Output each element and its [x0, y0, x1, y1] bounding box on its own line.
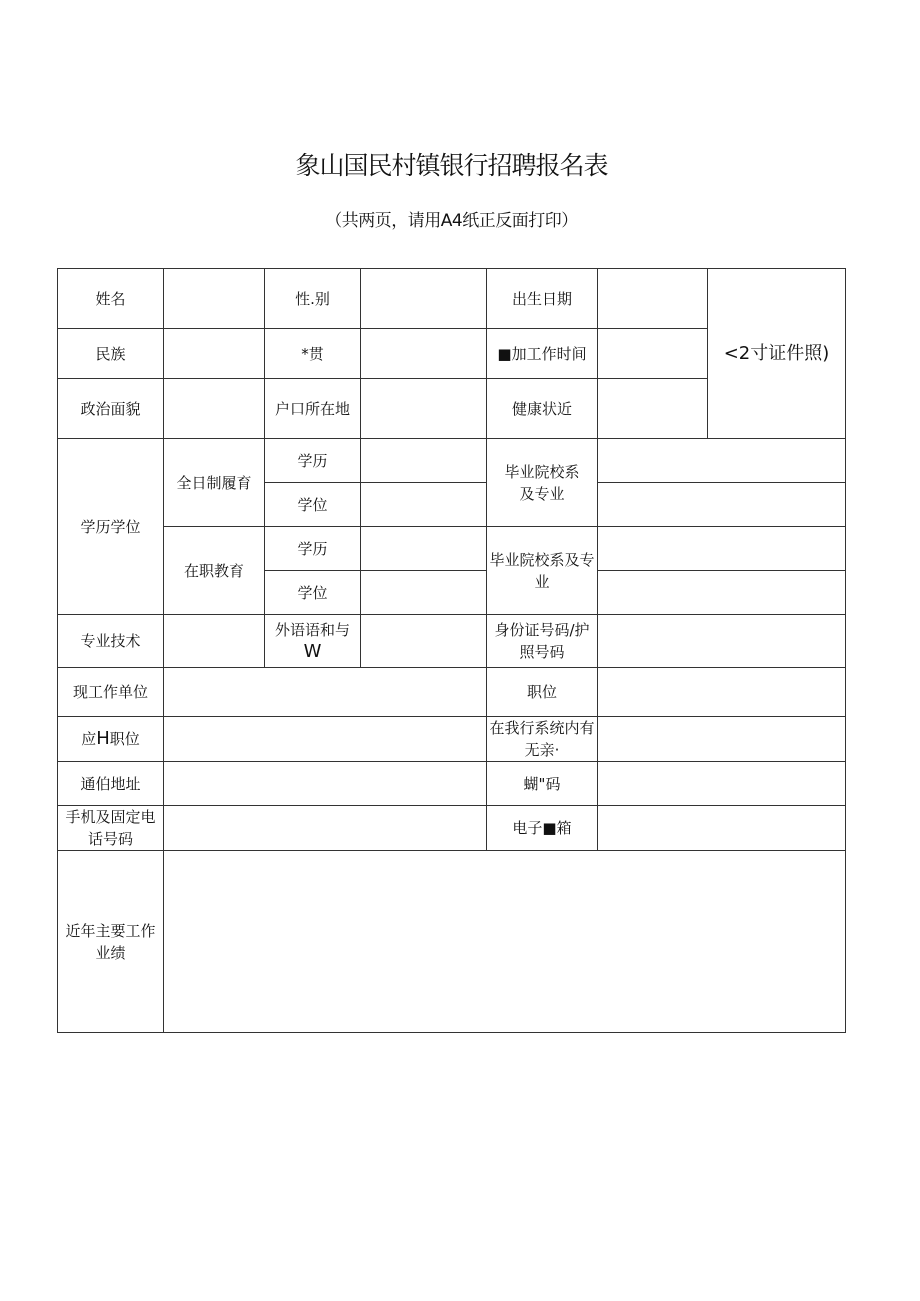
- fulltime-school-major-label: 毕业院校系 及专业: [487, 439, 598, 527]
- id-number-label: 身份证号码/护 照号码: [487, 615, 598, 668]
- row-applied: [58, 717, 846, 762]
- political-status-label: 政治面貌: [58, 379, 164, 439]
- hukou-field[interactable]: [361, 379, 487, 439]
- fulltime-edu-label: 全日制履育: [164, 439, 265, 527]
- postcode-label: 蝴"码: [487, 762, 598, 806]
- address-field[interactable]: [164, 762, 487, 806]
- fulltime-degree-label: 学位: [265, 483, 361, 527]
- name-label: 姓名: [58, 269, 164, 329]
- row-name: [58, 269, 846, 329]
- birth-date-label: 出生日期: [487, 269, 598, 329]
- ethnicity-label: 民族: [58, 329, 164, 379]
- fulltime-major-field[interactable]: [598, 483, 846, 527]
- language-label: 外语语和与 W: [265, 615, 361, 668]
- education-degree-label: 学历学位: [58, 439, 164, 615]
- political-status-field[interactable]: [164, 379, 265, 439]
- professional-tech-field[interactable]: [164, 615, 265, 668]
- work-start-label: ■加工作时间: [487, 329, 598, 379]
- health-label: 健康状近: [487, 379, 598, 439]
- gender-label: 性.别: [265, 269, 361, 329]
- address-label: 通伯地址: [58, 762, 164, 806]
- row-phone: [58, 806, 846, 851]
- professional-tech-label: 专业技术: [58, 615, 164, 668]
- email-label: 电子■箱: [487, 806, 598, 851]
- position-label: 职位: [487, 668, 598, 717]
- relatives-field[interactable]: [598, 717, 846, 762]
- inservice-degree-label: 学位: [265, 571, 361, 615]
- phone-label: 手机及固定电 话号码: [58, 806, 164, 851]
- inservice-education-label: 学历: [265, 527, 361, 571]
- inservice-school-major-label: 毕业院校系及专 业: [487, 527, 598, 615]
- current-employer-label: 现工作单位: [58, 668, 164, 717]
- fulltime-education-label: 学历: [265, 439, 361, 483]
- health-field[interactable]: [598, 379, 708, 439]
- language-field[interactable]: [361, 615, 487, 668]
- fulltime-school-field[interactable]: [598, 439, 846, 483]
- form-subtitle: （共两页，请用A4纸正反面打印）: [325, 211, 578, 231]
- performance-label: 近年主要工作 业绩: [58, 851, 164, 1033]
- photo-label: <2寸证件照): [723, 342, 830, 364]
- applied-position-label: 应H职位: [58, 717, 164, 762]
- email-field[interactable]: [598, 806, 846, 851]
- row-fulltime-education: [58, 439, 846, 483]
- postcode-field[interactable]: [598, 762, 846, 806]
- phone-field[interactable]: [164, 806, 487, 851]
- gender-field[interactable]: [361, 269, 487, 329]
- name-field[interactable]: [164, 269, 265, 329]
- row-address: [58, 762, 846, 806]
- native-place-field[interactable]: [361, 329, 487, 379]
- native-place-label: *贯: [265, 329, 361, 379]
- fulltime-education-field[interactable]: [361, 439, 487, 483]
- inservice-degree-field[interactable]: [361, 571, 487, 615]
- form-title: 象山国民村镇银行招聘报名表: [295, 151, 608, 180]
- fulltime-degree-field[interactable]: [361, 483, 487, 527]
- applied-position-field[interactable]: [164, 717, 487, 762]
- current-employer-field[interactable]: [164, 668, 487, 717]
- row-performance: [58, 851, 846, 1033]
- birth-date-field[interactable]: [598, 269, 708, 329]
- position-field[interactable]: [598, 668, 846, 717]
- hukou-label: 户口所在地: [265, 379, 361, 439]
- inservice-school-field[interactable]: [598, 527, 846, 571]
- row-employer: [58, 668, 846, 717]
- inservice-major-field[interactable]: [598, 571, 846, 615]
- row-professional: [58, 615, 846, 668]
- relatives-label: 在我行系统内有 无亲·: [487, 717, 598, 762]
- registration-form-table: [57, 268, 846, 1033]
- inservice-education-field[interactable]: [361, 527, 487, 571]
- inservice-edu-label: 在职教育: [164, 527, 265, 615]
- performance-field[interactable]: [164, 851, 846, 1033]
- ethnicity-field[interactable]: [164, 329, 265, 379]
- work-start-field[interactable]: [598, 329, 708, 379]
- id-number-field[interactable]: [598, 615, 846, 668]
- row-inservice-education: [58, 527, 846, 571]
- photo-box[interactable]: [708, 269, 846, 439]
